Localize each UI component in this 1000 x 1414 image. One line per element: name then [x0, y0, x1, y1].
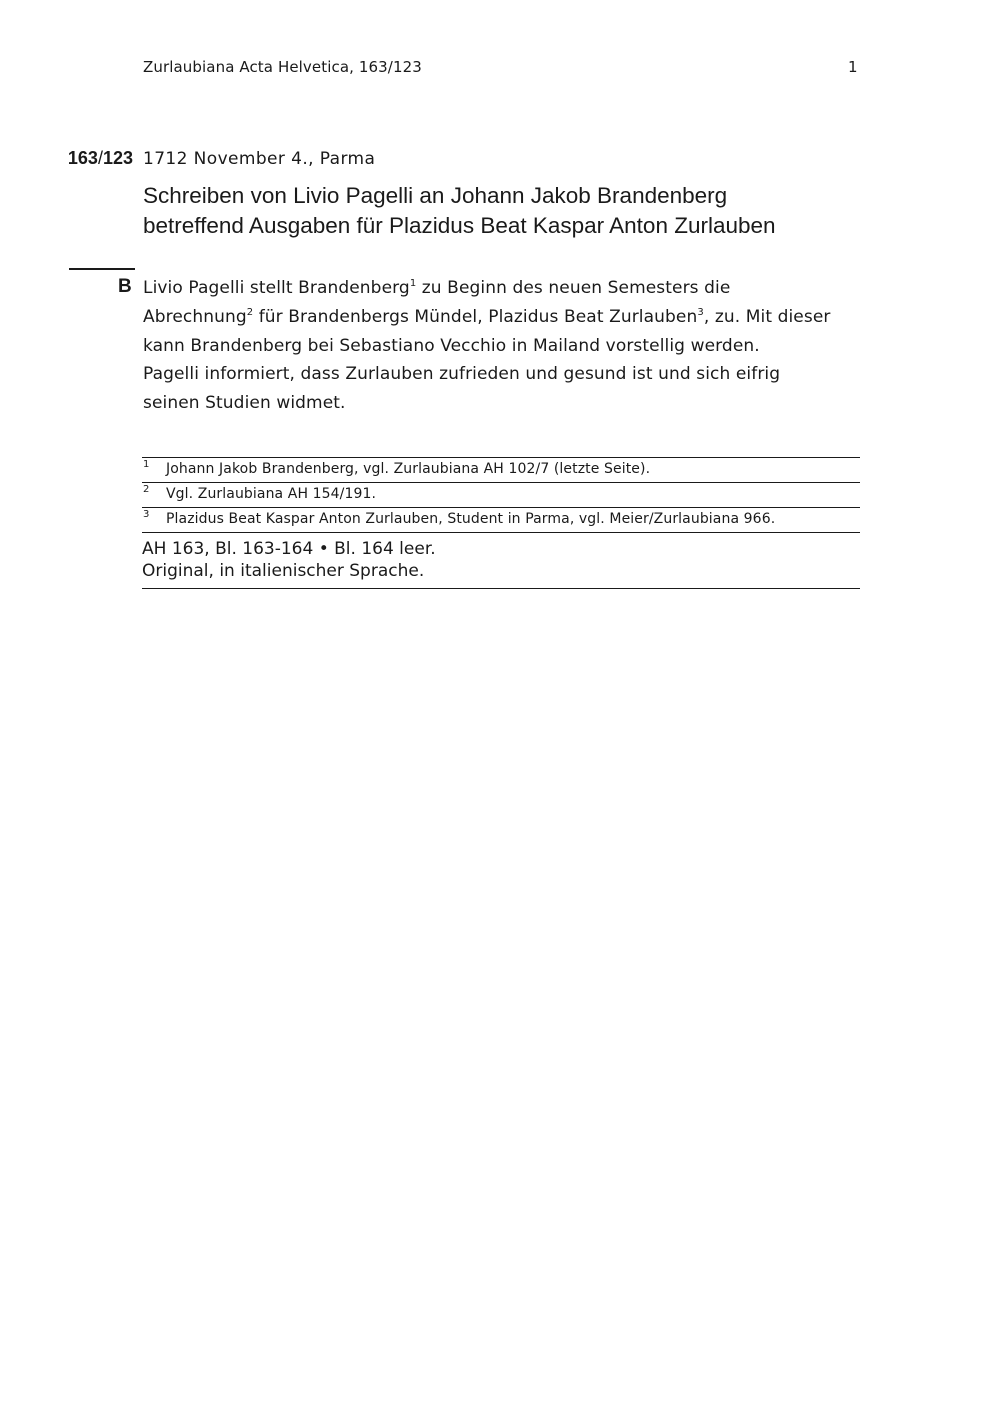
summary-text-segment: , zu. Mit dieser: [703, 306, 831, 327]
summary-line: Pagelli informiert, dass Zurlauben zufrieden und gesund ist und sich eifrig: [143, 364, 781, 385]
footnote-text: Plazidus Beat Kaspar Anton Zurlauben, Student in Parma, vgl. Meier/Zurlaubiana 966.: [166, 511, 776, 527]
document-title-line: betreffend Ausgaben für Plazidus Beat Kaspar Anton Zurlauben: [143, 212, 776, 238]
document-title: [143, 181, 863, 240]
footnote-reference[interactable]: 1: [409, 278, 417, 289]
summary-line: kann Brandenberg bei Sebastiano Vecchio in Mailand vorstellig werden.: [143, 335, 760, 356]
footnote-text: Johann Jakob Brandenberg, vgl. Zurlaubiana AH 102/7 (letzte Seite).: [166, 461, 651, 477]
summary-text-segment: Livio Pagelli stellt Brandenberg: [143, 278, 410, 298]
footnote-number: 3: [143, 509, 150, 520]
document-number-slash: /: [97, 148, 103, 168]
page-number: 1: [848, 58, 858, 76]
running-head: Zurlaubiana Acta Helvetica, 163/123: [143, 58, 422, 76]
section-rule: [69, 268, 135, 270]
footnotes-end-rule: [142, 532, 860, 533]
summary-text-segment: Abrechnung: [143, 306, 247, 327]
source-block: [142, 538, 860, 589]
footnotes: [142, 457, 860, 533]
summary-line: [143, 274, 861, 303]
document-date-place: 1712 November 4., Parma: [143, 149, 376, 169]
summary-text-segment: zu Beginn des neuen Semesters die: [416, 278, 731, 298]
footnote-reference[interactable]: 2: [246, 306, 254, 318]
document-number: [55, 148, 133, 169]
footnote: [142, 457, 860, 482]
summary-line: seinen Studien widmet.: [143, 393, 346, 414]
footnote-text: Vgl. Zurlaubiana AH 154/191.: [166, 486, 377, 502]
document-number-volume: 163: [67, 148, 98, 168]
footnote-number: 1: [143, 459, 150, 470]
summary-text-segment: für Brandenbergs Mündel, Plazidus Beat Zurlauben: [253, 306, 698, 327]
document-title-line: Schreiben von Livio Pagelli an Johann Jakob Brandenberg: [143, 183, 728, 208]
source-line: Original, in italienischer Sprache.: [142, 561, 425, 581]
source-line: AH 163, Bl. 163-164 • Bl. 164 leer.: [142, 539, 436, 559]
summary-line: [143, 303, 861, 332]
summary-marker: B: [118, 276, 132, 297]
summary-text: [143, 274, 861, 418]
document-number-item: 123: [102, 148, 133, 168]
footnote: [142, 507, 860, 532]
footnote-number: 2: [143, 484, 150, 495]
footnote-reference[interactable]: 3: [697, 306, 704, 318]
footnote: [142, 482, 860, 507]
